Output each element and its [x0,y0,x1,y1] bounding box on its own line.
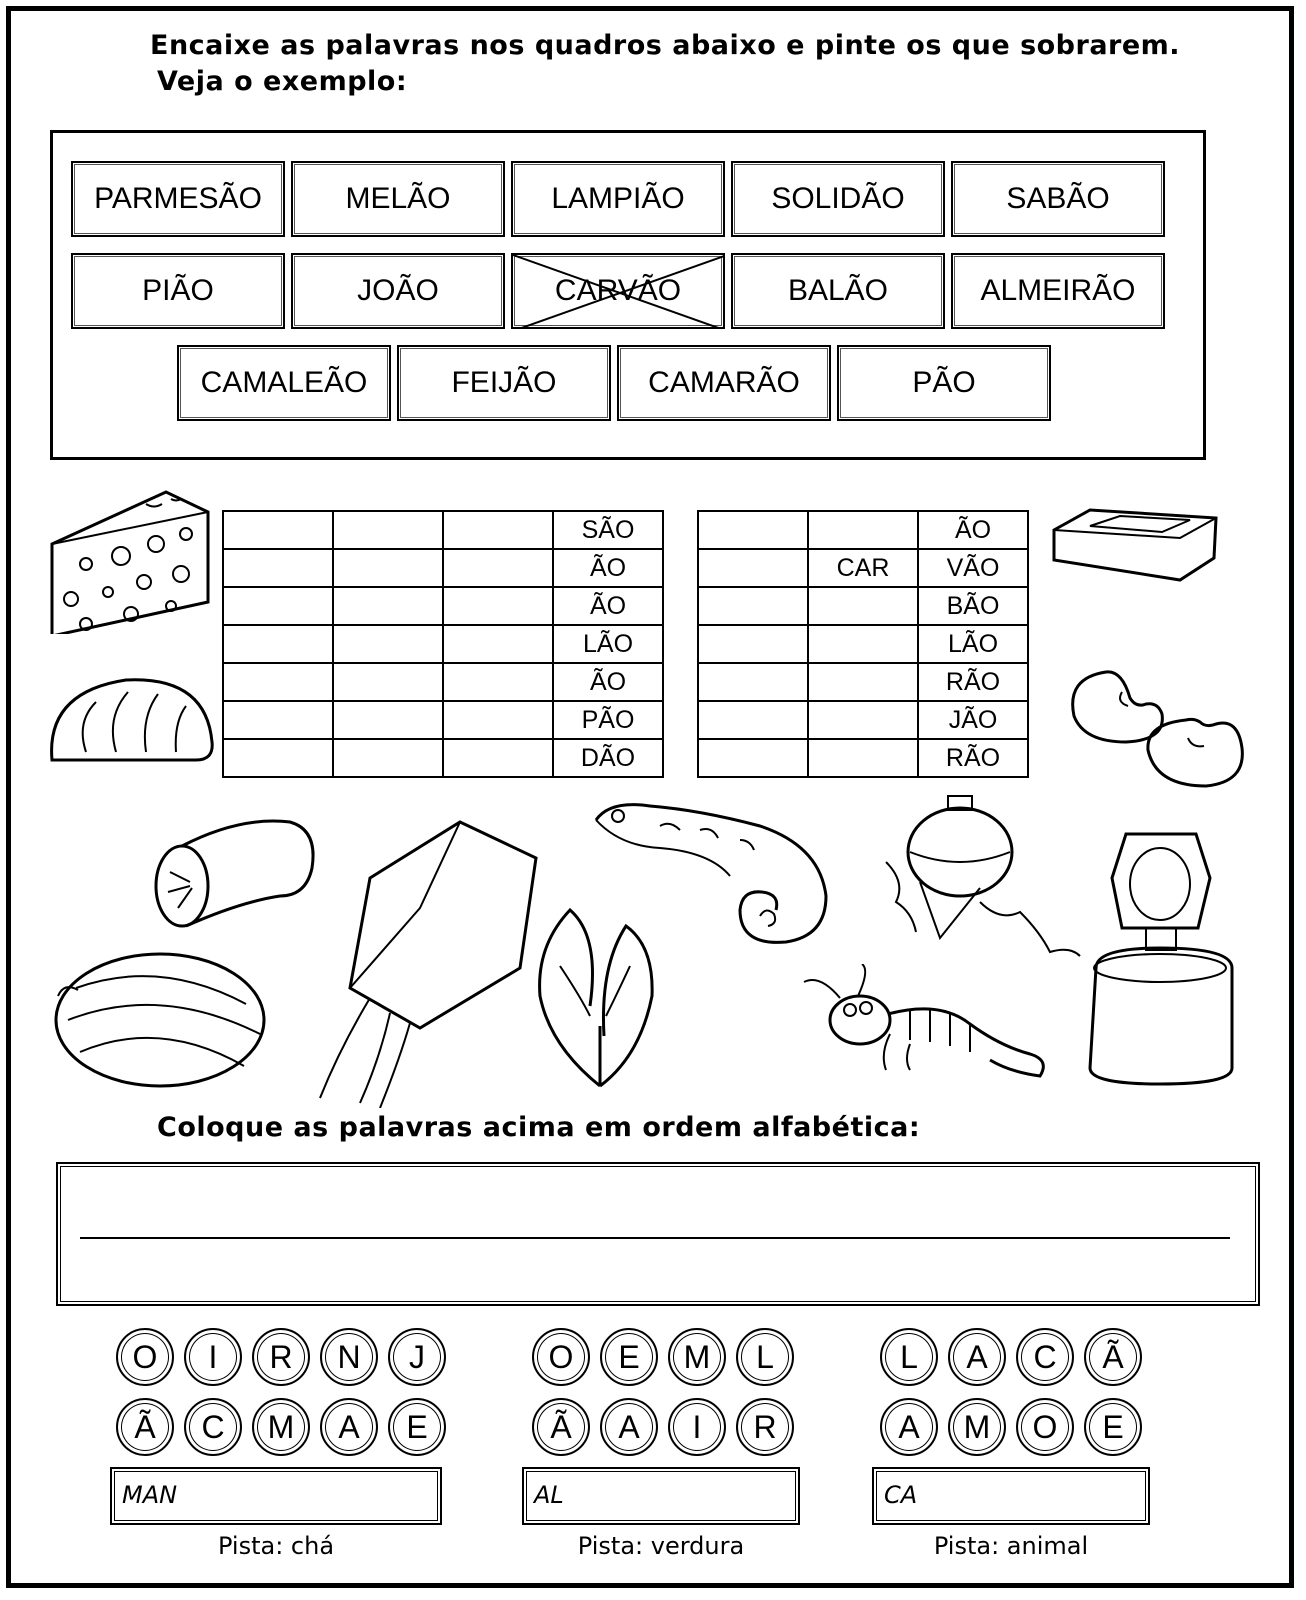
word-answer-field[interactable]: MAN [110,1467,442,1525]
grid-empty-cell[interactable] [443,549,553,587]
sausage-icon [150,812,320,932]
grid-empty-cell[interactable] [808,625,918,663]
grid-empty-cell[interactable] [808,587,918,625]
letter-circle: A [320,1398,378,1456]
letter-circle: C [1016,1328,1074,1386]
shrimp-icon [800,964,1060,1086]
word-card[interactable]: SABÃO [951,161,1165,237]
letter-circle: E [388,1398,446,1456]
grid-syllable-cell: DÃO [553,739,663,777]
grid-empty-cell[interactable] [223,625,333,663]
letter-circle: I [668,1398,726,1456]
grid-empty-cell[interactable] [223,587,333,625]
letter-circle: L [736,1328,794,1386]
grid-row [698,511,1028,549]
grid-empty-cell[interactable] [333,701,443,739]
instruction-title: Encaixe as palavras nos quadros abaixo e pinte os que sobrarem. [150,30,1181,61]
syllable-grid-right [697,510,1029,778]
letter-circle: M [252,1398,310,1456]
grid-empty-cell[interactable] [808,701,918,739]
letter-circle: M [948,1398,1006,1456]
soap-icon [1050,508,1220,584]
clue-label: Pista: animal [933,1532,1089,1560]
word-card[interactable]: PARMESÃO [71,161,285,237]
letter-circle: E [600,1328,658,1386]
grid-empty-cell[interactable] [333,739,443,777]
grid-empty-cell[interactable] [443,663,553,701]
grid-row [698,701,1028,739]
letter-circle: A [948,1328,1006,1386]
grid-syllable-cell: RÃO [918,739,1028,777]
grid-empty-cell[interactable] [333,549,443,587]
letter-circle: A [600,1398,658,1456]
grid-empty-cell[interactable] [223,663,333,701]
grid-syllable-cell: BÃO [918,587,1028,625]
grid-empty-cell[interactable] [223,739,333,777]
letter-circle: R [736,1398,794,1456]
grid-row [223,511,663,549]
grid-empty-cell[interactable] [333,511,443,549]
word-answer-field[interactable]: AL [522,1467,800,1525]
letter-circle: O [1016,1398,1074,1456]
grid-empty-cell[interactable] [698,663,808,701]
word-card[interactable]: ALMEIRÃO [951,253,1165,329]
grid-empty-cell[interactable] [333,663,443,701]
grid-empty-cell[interactable] [443,701,553,739]
grid-empty-cell[interactable] [443,739,553,777]
grid-syllable-cell: ÃO [553,549,663,587]
instruction-alphabetical: Coloque as palavras acima em ordem alfabética: [157,1112,921,1143]
letter-circle: O [532,1328,590,1386]
letter-circle: J [388,1328,446,1386]
alphabetical-answer-box[interactable] [56,1162,1260,1306]
watermelon-icon [46,948,270,1090]
grid-row [698,549,1028,587]
grid-row [223,663,663,701]
word-card[interactable]: LAMPIÃO [511,161,725,237]
grid-empty-cell[interactable] [698,511,808,549]
cross-out-icon [513,255,725,329]
grid-empty-cell[interactable] [443,587,553,625]
gas-lamp-icon [1086,818,1246,1088]
letter-circle: C [184,1398,242,1456]
grid-syllable-cell: PÃO [553,701,663,739]
grid-row [223,701,663,739]
grid-empty-cell[interactable] [808,739,918,777]
grid-empty-cell[interactable] [698,587,808,625]
grid-row [223,739,663,777]
grid-empty-cell[interactable] [443,511,553,549]
crossed-word-label: CARVÃO [554,274,682,307]
grid-empty-cell[interactable] [698,549,808,587]
grid-empty-cell[interactable] [223,511,333,549]
letter-circle: O [116,1328,174,1386]
letter-circle: N [320,1328,378,1386]
letter-circle: Ã [116,1398,174,1456]
letter-circle: I [184,1328,242,1386]
grid-syllable-cell: CAR [808,549,918,587]
instruction-example: Veja o exemplo: [157,66,408,97]
word-card[interactable]: FEIJÃO [397,345,611,421]
word-answer-field[interactable]: CA [872,1467,1150,1525]
grid-row [223,587,663,625]
grid-empty-cell[interactable] [698,701,808,739]
grid-syllable-cell: JÃO [918,701,1028,739]
word-card[interactable]: CAMARÃO [617,345,831,421]
answer-line [80,1237,1230,1239]
grid-syllable-cell: ÃO [918,511,1028,549]
grid-syllable-cell: VÃO [918,549,1028,587]
grid-syllable-cell: ÃO [553,587,663,625]
letter-circle: E [1084,1398,1142,1456]
letter-circle: Ã [1084,1328,1142,1386]
word-card[interactable]: PIÃO [71,253,285,329]
letter-circle: R [252,1328,310,1386]
word-card[interactable]: CAMALEÃO [177,345,391,421]
letter-circle: M [668,1328,726,1386]
grid-empty-cell[interactable] [698,739,808,777]
lantern-kite-icon [300,818,550,1108]
grid-syllable-cell: SÃO [553,511,663,549]
cheese-icon [46,484,216,634]
grid-empty-cell[interactable] [808,663,918,701]
grid-empty-cell[interactable] [443,625,553,663]
word-card[interactable]: SOLIDÃO [731,161,945,237]
grid-syllable-cell: RÃO [918,663,1028,701]
grid-row [698,587,1028,625]
word-card[interactable]: JOÃO [291,253,505,329]
word-card[interactable]: MELÃO [291,161,505,237]
grid-row [223,625,663,663]
clue-label: Pista: verdura [577,1532,745,1560]
syllable-grid-left [222,510,664,778]
letter-circle: A [880,1398,938,1456]
grid-empty-cell[interactable] [223,549,333,587]
bread-icon [46,672,218,768]
spinning-top-icon [880,792,1090,962]
word-bank [50,130,1206,460]
grid-empty-cell[interactable] [333,625,443,663]
grid-row [698,739,1028,777]
grid-empty-cell[interactable] [698,625,808,663]
word-card-crossed-out[interactable] [511,253,725,329]
grid-syllable-cell: LÃO [918,625,1028,663]
grid-empty-cell[interactable] [333,587,443,625]
letter-circle: Ã [532,1398,590,1456]
grid-row [698,663,1028,701]
word-card[interactable]: PÃO [837,345,1051,421]
grid-empty-cell[interactable] [808,511,918,549]
grid-empty-cell[interactable] [223,701,333,739]
leaf-icon [530,906,660,1090]
grid-syllable-cell: LÃO [553,625,663,663]
grid-row [698,625,1028,663]
word-card[interactable]: BALÃO [731,253,945,329]
grid-row [223,549,663,587]
grid-syllable-cell: ÃO [553,663,663,701]
clue-label: Pista: chá [217,1532,335,1560]
beans-icon [1066,668,1250,792]
letter-circle: L [880,1328,938,1386]
